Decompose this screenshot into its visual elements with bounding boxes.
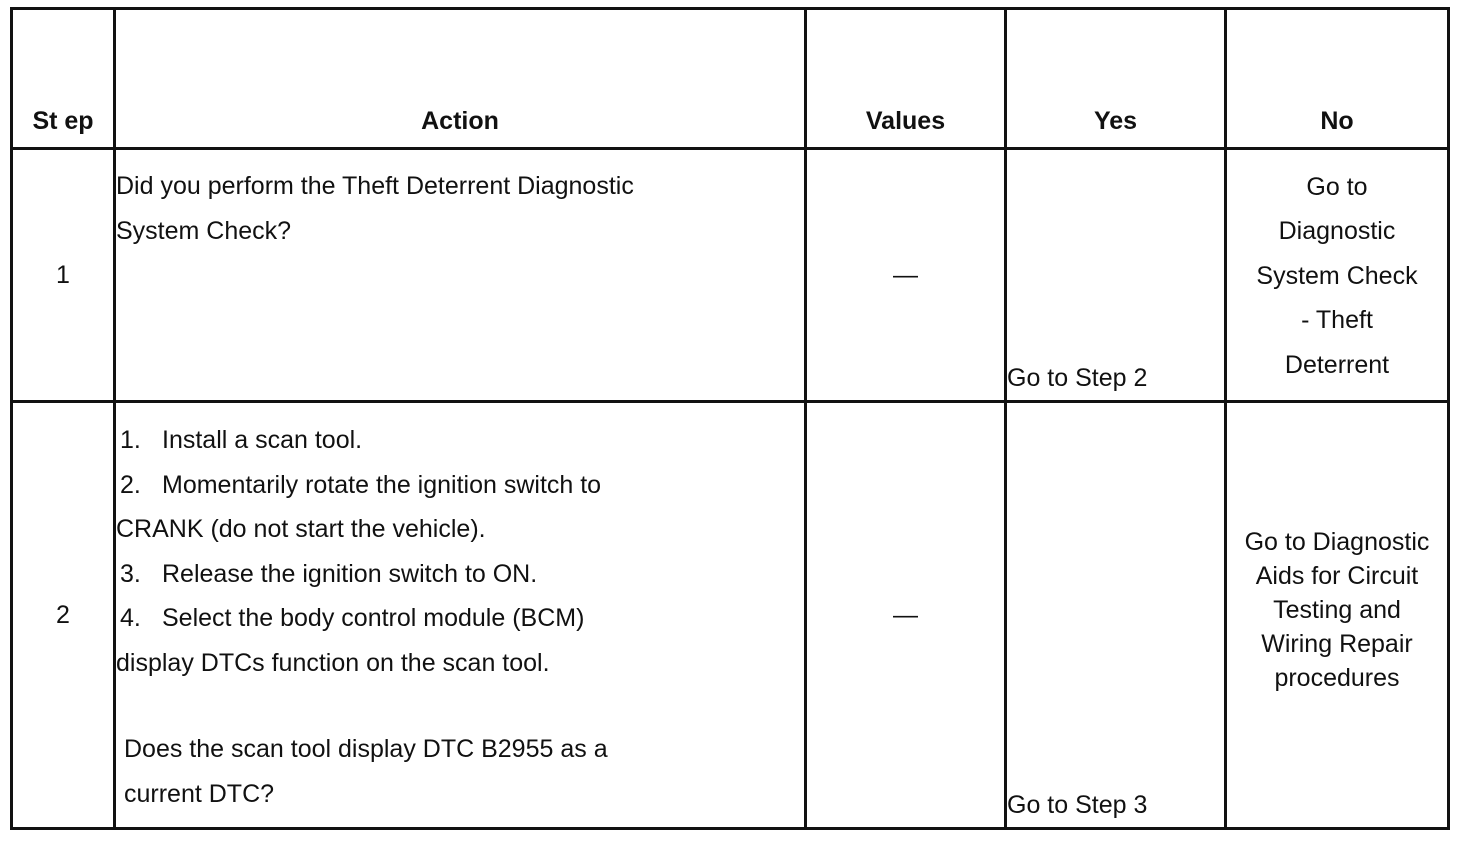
value-cell: —	[806, 149, 1006, 402]
action-step	[116, 418, 661, 463]
header-no: No	[1226, 9, 1449, 149]
step-text: Install a scan tool.	[162, 426, 363, 454]
diagnostic-table	[10, 7, 1450, 830]
value-cell: —	[806, 402, 1006, 829]
step-number: 1	[12, 149, 115, 402]
step-num: 3.	[120, 559, 141, 588]
action-step	[116, 552, 661, 597]
question-text: Does the scan tool display DTC B2955 as a current DTC?	[124, 735, 608, 808]
header-row	[12, 9, 1449, 149]
table-row	[12, 402, 1449, 829]
action-text: Did you perform the Theft Deterrent Diagnostic System Check?	[116, 172, 634, 245]
table-row	[12, 149, 1449, 402]
header-step: St ep	[12, 9, 115, 149]
action-cell	[115, 402, 806, 829]
step-num: 1.	[120, 426, 141, 454]
step-text: Release the ignition switch to ON.	[162, 559, 538, 588]
action-step	[116, 463, 661, 552]
no-text: Go to Diagnostic Aids for Circuit Testing and Wiring Repair procedures	[1244, 528, 1430, 692]
no-text: Go to Diagnostic System Check - Theft Deterrent	[1256, 172, 1418, 379]
yes-cell: Go to Step 3	[1006, 402, 1226, 829]
no-cell	[1226, 149, 1449, 402]
header-action: Action	[115, 9, 806, 149]
action-step	[116, 596, 661, 685]
no-cell	[1226, 402, 1449, 829]
step-num: 4.	[120, 604, 141, 632]
step-text: Select the body control module (BCM) display DTCs function on the scan tool.	[116, 604, 585, 677]
action-cell	[115, 149, 806, 402]
header-values: Values	[806, 9, 1006, 149]
action-steps	[116, 418, 661, 685]
spacer	[116, 685, 804, 727]
step-text: Momentarily rotate the ignition switch to CRANK (do not start the vehicle).	[116, 470, 602, 543]
step-num: 2.	[120, 470, 141, 499]
yes-cell: Go to Step 2	[1006, 149, 1226, 402]
step-number: 2	[12, 402, 115, 829]
header-yes: Yes	[1006, 9, 1226, 149]
